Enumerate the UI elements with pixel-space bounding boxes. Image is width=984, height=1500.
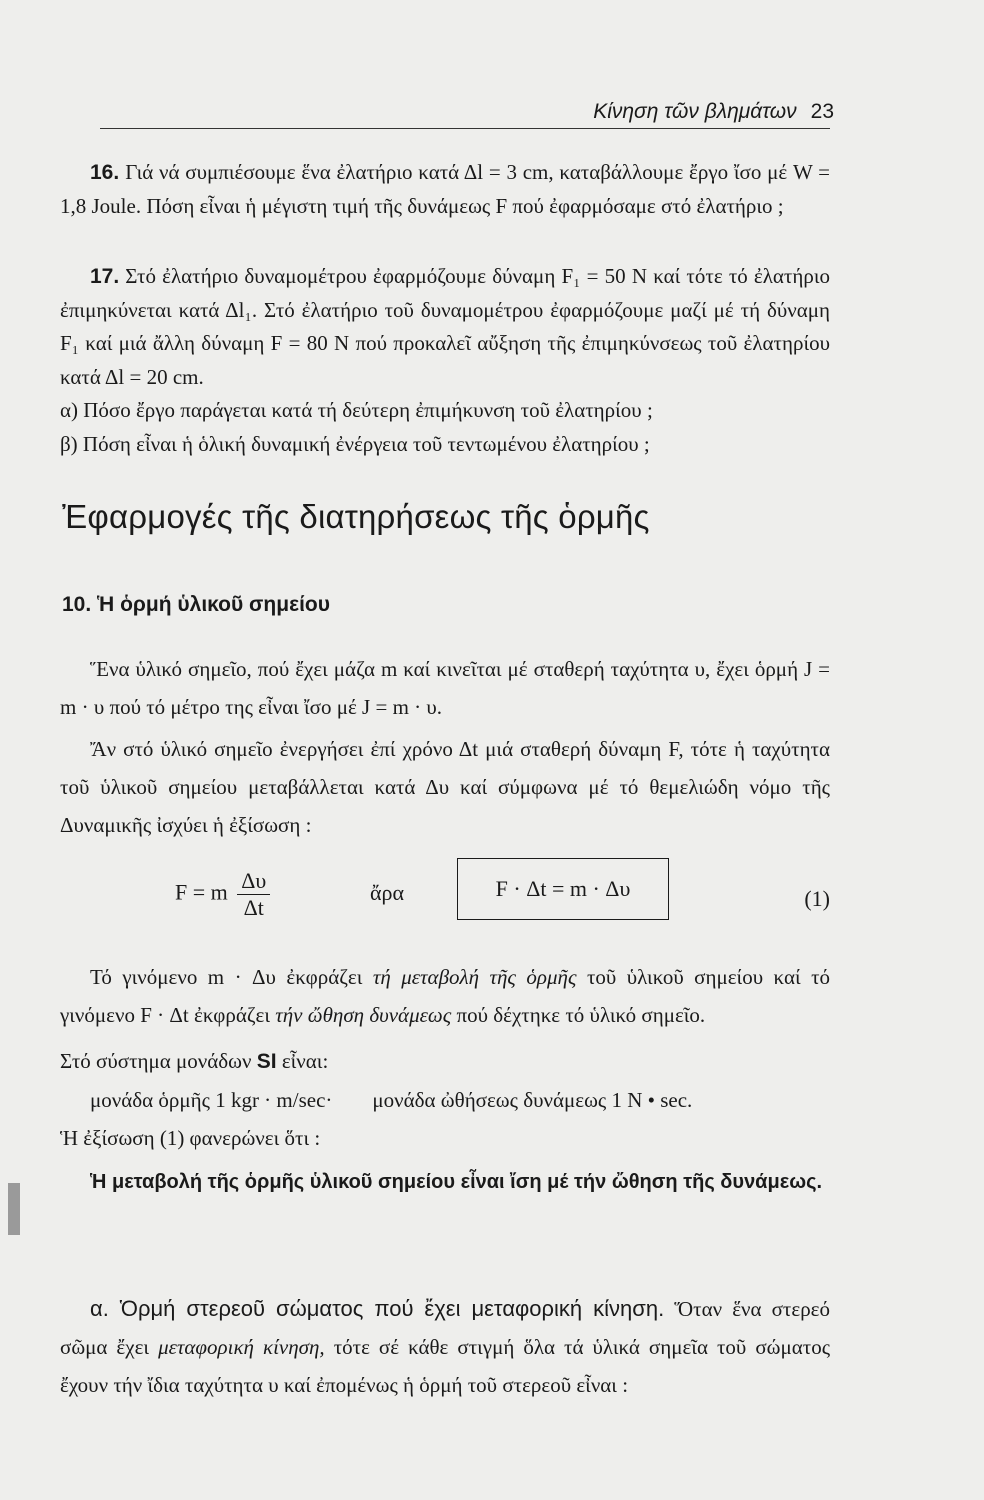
rigid-body-momentum <box>60 1290 830 1404</box>
equation-left <box>175 868 270 921</box>
problem-part-a: α) Πόσο ἔργο παράγεται κατά τή δεύτερη ἐπιμήκυνση τοῦ ἐλατηρίου ; <box>60 398 653 422</box>
key-statement: Ἡ μεταβολή τῆς ὁρμῆς ὑλικοῦ σημείου εἶναι ἴση μέ τήν ὤθηση τῆς δυνάμεως. <box>90 1171 823 1193</box>
paragraph-definition: Ἕνα ὑλικό σημεῖο, πού ἔχει μάζα m καί κινεῖται μέ σταθερή ταχύτητα υ, ἔχει ὁρμή J = m · υ πού τό μέτρο της εἶναι ἴσο μέ J = m · υ. <box>60 657 830 719</box>
running-head <box>100 100 834 124</box>
term-impulse: τήν ὤθηση δυνάμεως <box>275 1003 452 1027</box>
problem-text: Γιά νά συμπιέσουμε ἕνα ἐλατήριο κατά Δl = 3 cm, καταβάλλουμε ἔργο ἴσο μέ W = 1,8 Joule. Πόση εἶναι ἡ μέγιστη τιμή τῆς δυνάμεως F πού ἐφαρμόσαμε στό ἐλατήριο ; <box>60 160 830 218</box>
impulse-explanation <box>60 958 830 1201</box>
units-line <box>60 1081 830 1119</box>
problem-number: 17. <box>90 265 120 288</box>
unit-momentum: μονάδα ὁρμῆς 1 kgr · m/sec· <box>90 1088 333 1112</box>
page-number: 23 <box>810 100 834 123</box>
problem-16 <box>60 156 830 223</box>
fraction-numerator: Δυ <box>237 868 270 895</box>
problem-number: 16. <box>90 161 120 184</box>
fraction-denominator: Δt <box>243 895 264 920</box>
problem-17 <box>60 260 830 461</box>
equation-number: (1) <box>804 886 830 911</box>
problem-part-b: β) Πόση εἶναι ἡ ὁλική δυναμική ἐνέργεια τοῦ τεντωμένου ἐλατηρίου ; <box>60 431 650 456</box>
unit-impulse: μονάδα ὠθήσεως δυνάμεως 1 N • sec. <box>372 1088 693 1112</box>
paragraph-impulse: Τό γινόμενο m · Δυ ἐκφράζει τή μεταβολή τῆς ὁρμῆς τοῦ ὑλικοῦ σημείου καί τό γινόμενο F · Δt ἐκφράζει τήν ὤθηση δυνάμεως πού δέχτηκε τό ὑλικό σημεῖο. <box>60 965 831 1027</box>
paragraph-force: Ἄν στό ὑλικό σημεῖο ἐνεργήσει ἐπί χρόνο Δt μιά σταθερή δύναμη F, τότε ἡ ταχύτητα τοῦ ὑλικοῦ σημείου μεταβάλλεται κατά Δυ καί σύμφωνα μέ τό θεμελιώδη νόμο τῆς Δυναμικῆς ἰσχύει ἡ ἐξίσωση : <box>60 737 830 837</box>
margin-mark <box>8 1183 20 1235</box>
paragraph-rigid-body: α. Ὁρμή στερεοῦ σώματος πού ἔχει μεταφορική κίνηση. Ὅταν ἕνα στερεό σῶμα ἔχει μεταφορική κίνηση, τότε σέ κάθε στιγμή ὅλα τά ὑλικά σημεῖα τοῦ σώματος ἔχουν τήν ἴδια ταχύτητα υ καί ἐπομένως ἡ ὁρμή τοῦ στερεοῦ εἶναι : <box>60 1296 831 1397</box>
equation-1 <box>60 858 830 928</box>
running-title: Κίνηση τῶν βλημάτων <box>593 100 797 123</box>
header-rule <box>100 128 830 129</box>
subsection-number: 10. <box>62 593 92 616</box>
momentum-intro <box>60 650 830 844</box>
term-momentum-change: τή μεταβολή τῆς ὁρμῆς <box>372 965 577 989</box>
section-title: Ἐφαρμογές τῆς διατηρήσεως τῆς ὁρμῆς <box>62 498 650 535</box>
equation-lhs: F = m <box>175 879 228 905</box>
equation-therefore: ἄρα <box>370 880 405 905</box>
subsection-a-title: α. Ὁρμή στερεοῦ σώματος πού ἔχει μεταφορική κίνηση. <box>90 1296 665 1321</box>
boxed-equation: F · Δt = m · Δυ <box>457 858 669 920</box>
term-translational: μεταφορική κίνηση, <box>158 1335 325 1359</box>
problem-text: Στό ἐλατήριο δυναμομέτρου ἐφαρμόζουμε δύναμη F₁ = 50 N καί τότε τό ἐλατήριο ἐπιμηκύνεται κατά Δl₁. Στό ἐλατήριο τοῦ δυναμομέτρου ἐφαρμόζουμε μαζί μέ τή δύναμη F₁ καί μιά ἄλλη δύναμη F = 80 N πού προκαλεῖ αὔξηση τῆς ἐπιμηκύνσεως τοῦ ἐλατηρίου κατά Δl = 20 cm. <box>60 264 830 389</box>
equation-shows: Ἡ ἐξίσωση (1) φανερώνει ὅτι : <box>60 1126 321 1150</box>
subsection-name: Ἡ ὁρμή ὑλικοῦ σημείου <box>97 593 330 616</box>
fraction <box>237 868 270 921</box>
subsection-title <box>62 593 330 617</box>
si-intro: Στό σύστημα μονάδων SI εἶναι: <box>60 1049 329 1073</box>
